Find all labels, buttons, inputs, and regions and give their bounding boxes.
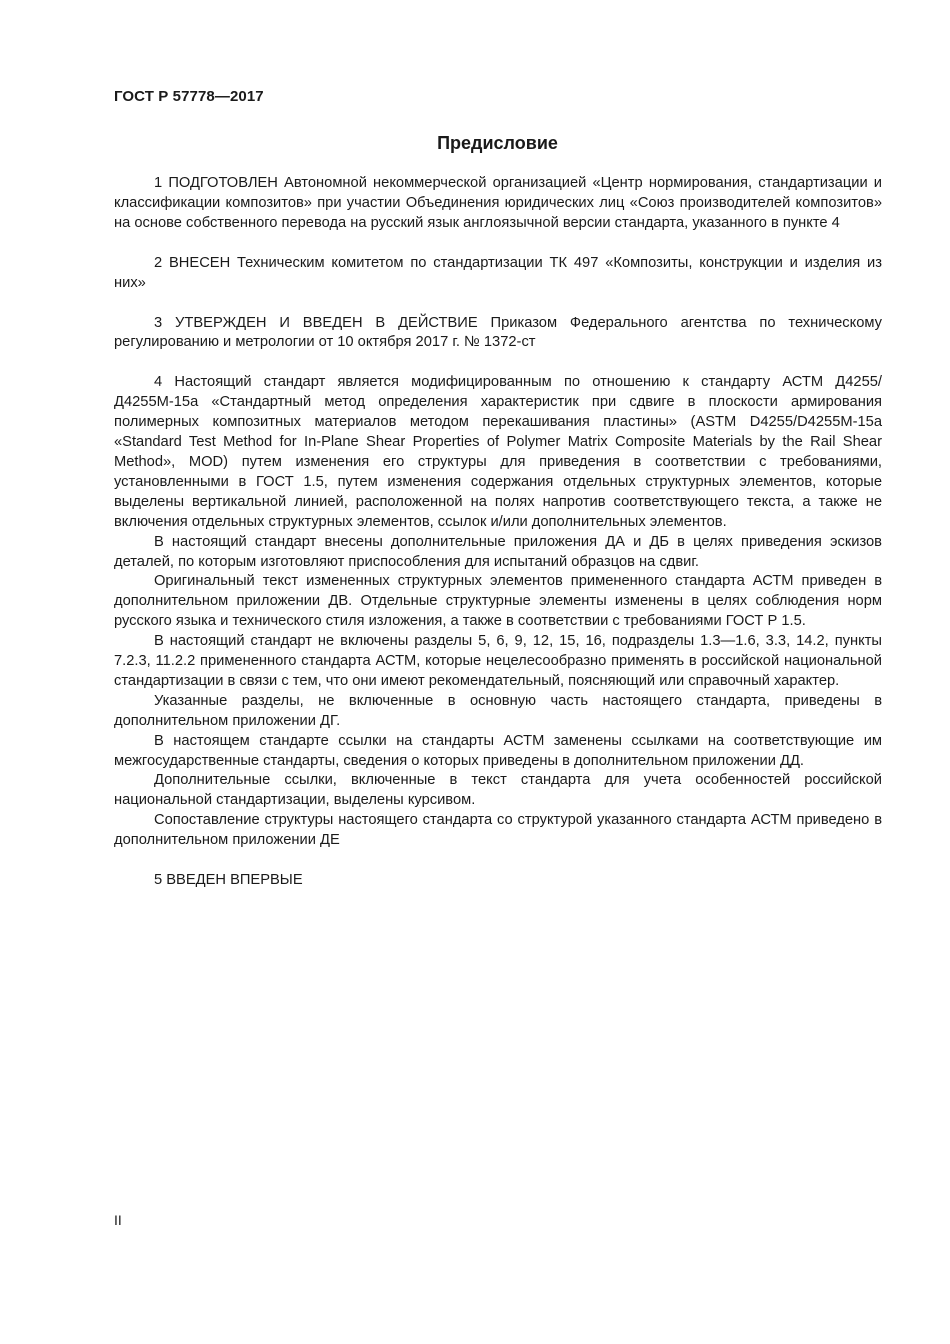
paragraph-modified: 4 Настоящий стандарт является модифицированным по отношению к стандарту АСТМ Д4255/Д4255М-15а «Стандартный метод определения характеристик при сдвиге в плоскости армирования полимерных композитных материалов методом перекашивания пластины» (ASTM D4255/D4255M-15a «Standard Test Method for In-Plane Shear Properties of Polymer Matrix Composite Materials by the Rail Shear Method», MOD) путем изменения его структуры для приведения в соответствии с требованиями, установленными в ГОСТ 1.5, путем изменения содержания отдельных структурных элементов, которые выделены вертикальной линией, расположенной на полях напротив соответствующего текста, а также не включения отдельных структурных элементов, ссылок и/или дополнительных элементов. (114, 374, 882, 530)
preface-body (114, 174, 882, 891)
paragraph-references: В настоящем стандарте ссылки на стандарты АСТМ заменены ссылками на соответствующие им межгосударственные стандарты, сведения о которых приведены в дополнительном приложении ДД. (114, 732, 882, 769)
paragraph-original-text: Оригинальный текст измененных структурных элементов примененного стандарта АСТМ приведен в дополнительном приложении ДВ. Отдельные структурные элементы изменены в целях соблюдения норм русского языка и технического стиля изложения, а также в соответствии с требованиями ГОСТ Р 1.5. (114, 573, 882, 630)
paragraph-structure-comparison: Сопоставление структуры настоящего стандарта со структурой указанного стандарта АСТМ приведено в дополнительном приложении ДЕ (114, 812, 882, 849)
paragraph-italic-references: Дополнительные ссылки, включенные в текст стандарта для учета особенностей российской национальной стандартизации, выделены курсивом. (114, 772, 882, 809)
paragraph-introduced: 5 ВВЕДЕН ВПЕРВЫЕ (154, 872, 303, 889)
paragraph-approved: 3 УТВЕРЖДЕН И ВВЕДЕН В ДЕЙСТВИЕ Приказом Федерального агентства по техническому регулированию и метрологии от 10 октября 2017 г. № 1372-ст (114, 314, 882, 351)
paragraph-submitted: 2 ВНЕСЕН Техническим комитетом по стандартизации ТК 497 «Композиты, конструкции и изделия из них» (114, 254, 882, 291)
paragraph-excluded-sections: В настоящий стандарт не включены разделы 5, 6, 9, 12, 15, 16, подразделы 1.3—1.6, 3.3, 14.2, пункты 7.2.3, 11.2.2 примененного стандарта АСТМ, которые нецелесообразно применять в российской национальной стандартизации в связи с тем, что они имеют рекомендательный, поясняющий или справочный характер. (114, 633, 882, 689)
paragraph-excluded-annex: Указанные разделы, не включенные в основную часть настоящего стандарта, приведены в дополнительном приложении ДГ. (114, 692, 882, 729)
paragraph-prepared: 1 ПОДГОТОВЛЕН Автономной некоммерческой организацией «Центр нормирования, стандартизации и классификации композитов» при участии Объединения юридических лиц «Союз производителей композитов» на основе собственного перевода на русский язык англоязычной версии стандарта, указанного в пункте 4 (114, 175, 882, 231)
page-title: Предисловие (437, 133, 558, 153)
paragraph-annexes: В настоящий стандарт внесены дополнительные приложения ДА и ДБ в целях приведения эскизов деталей, по которым изготовляют приспособления для испытаний образцов на сдвиг. (114, 533, 882, 570)
page-number: II (114, 1212, 122, 1228)
document-code: ГОСТ Р 57778—2017 (114, 88, 264, 105)
